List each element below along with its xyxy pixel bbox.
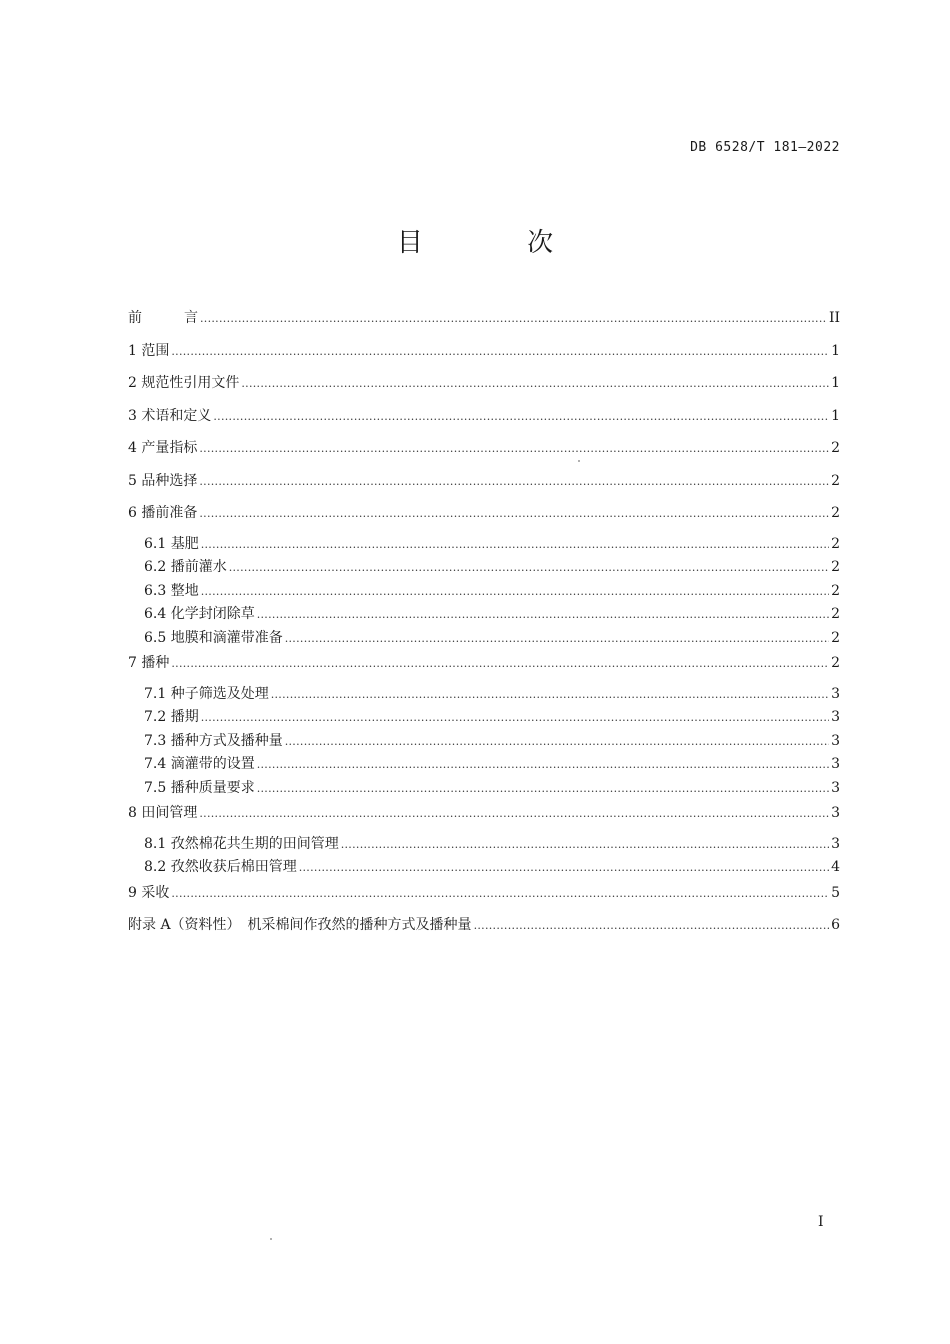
toc-entry[interactable] bbox=[128, 404, 840, 437]
toc-entry-label: 8.1 孜然棉花共生期的田间管理 bbox=[144, 835, 339, 852]
leader-dots bbox=[201, 535, 829, 555]
toc-entry-page: 1 bbox=[831, 342, 840, 359]
leader-dots bbox=[171, 342, 829, 362]
toc-entry-label: 7.2 播期 bbox=[144, 709, 199, 725]
leader-dots bbox=[199, 472, 829, 492]
leader-dots bbox=[257, 755, 829, 775]
toc-entry-label: 4 产量指标 bbox=[128, 440, 198, 456]
toc-entry-label: 5 品种选择 bbox=[128, 472, 198, 489]
toc-entry-label: 3 术语和定义 bbox=[128, 407, 212, 424]
toc-subentry[interactable] bbox=[128, 707, 840, 731]
toc-entry-label: 7 播种 bbox=[128, 655, 170, 671]
toc-entry-label: 8.2 孜然收获后棉田管理 bbox=[144, 859, 297, 875]
toc-entry-page: 3 bbox=[831, 685, 840, 702]
toc-entry-label: 1 范围 bbox=[128, 342, 170, 359]
leader-dots bbox=[199, 504, 829, 524]
toc-entry[interactable] bbox=[128, 306, 840, 339]
toc-subentry[interactable] bbox=[128, 581, 840, 605]
toc-entry[interactable] bbox=[128, 801, 840, 834]
toc-entry-page: 2 bbox=[831, 655, 840, 671]
toc-entry[interactable] bbox=[128, 881, 840, 914]
page-number: I bbox=[818, 1214, 824, 1230]
page-title: 目 次 bbox=[396, 228, 602, 258]
leader-dots bbox=[199, 439, 829, 459]
toc-entry-label: 8 田间管理 bbox=[128, 805, 198, 821]
toc-entry-label: 7.3 播种方式及播种量 bbox=[144, 732, 283, 749]
toc-entry-label: 7.5 播种质量要求 bbox=[144, 779, 255, 796]
toc-subentry[interactable] bbox=[128, 778, 840, 802]
toc-subentry[interactable] bbox=[128, 857, 840, 881]
toc-subentry[interactable] bbox=[128, 534, 840, 558]
leader-dots bbox=[201, 582, 829, 602]
toc-subentry[interactable] bbox=[128, 604, 840, 628]
toc-entry-page: 4 bbox=[831, 859, 840, 875]
toc-entry-page: 5 bbox=[831, 884, 840, 901]
toc-entry[interactable] bbox=[128, 469, 840, 502]
toc-entry-page: 1 bbox=[831, 407, 840, 424]
leader-dots bbox=[341, 835, 829, 855]
toc-entry-page: 2 bbox=[831, 505, 840, 521]
toc-entry-label: 6.3 整地 bbox=[144, 582, 199, 599]
toc-entry-page: 2 bbox=[831, 559, 840, 575]
toc-entry-page: 6 bbox=[831, 917, 840, 933]
leader-dots bbox=[200, 309, 827, 329]
leader-dots bbox=[257, 779, 829, 799]
leader-dots bbox=[213, 407, 829, 427]
toc-entry-label: 附录 A（资料性） 机采棉间作孜然的播种方式及播种量 bbox=[128, 917, 472, 933]
leader-dots bbox=[229, 558, 829, 578]
toc-entry-page: 3 bbox=[831, 779, 840, 796]
toc-entry-page: 2 bbox=[831, 606, 840, 622]
toc-entry-page: 3 bbox=[831, 756, 840, 772]
table-of-contents bbox=[128, 306, 840, 946]
toc-entry-label: 6.1 基肥 bbox=[144, 535, 199, 552]
toc-entry[interactable] bbox=[128, 501, 840, 534]
toc-entry-page: 3 bbox=[831, 805, 840, 821]
toc-entry-label: 7.1 种子筛选及处理 bbox=[144, 685, 269, 702]
toc-entry-label: 6.2 播前灌水 bbox=[144, 559, 227, 575]
leader-dots bbox=[285, 629, 829, 649]
leader-dots bbox=[171, 654, 829, 674]
toc-entry-page: 2 bbox=[831, 582, 840, 599]
toc-entry-page: 2 bbox=[831, 535, 840, 552]
toc-entry-page: 2 bbox=[831, 629, 840, 646]
toc-subentry[interactable] bbox=[128, 557, 840, 581]
toc-entry-label: 6.5 地膜和滴灌带准备 bbox=[144, 629, 283, 646]
leader-dots bbox=[299, 858, 829, 878]
document-code: DB 6528/T 181—2022 bbox=[690, 140, 840, 155]
toc-subentry[interactable] bbox=[128, 834, 840, 858]
leader-dots bbox=[474, 916, 830, 936]
toc-subentry[interactable] bbox=[128, 731, 840, 755]
toc-entry-label: 7.4 滴灌带的设置 bbox=[144, 756, 255, 772]
toc-entry[interactable] bbox=[128, 651, 840, 684]
toc-entry[interactable] bbox=[128, 371, 840, 404]
toc-entry-label: 6 播前准备 bbox=[128, 505, 198, 521]
scan-speck bbox=[578, 460, 580, 462]
toc-entry-label: 9 采收 bbox=[128, 884, 170, 901]
toc-entry-page: II bbox=[828, 310, 840, 326]
toc-entry-page: 3 bbox=[831, 709, 840, 725]
leader-dots bbox=[171, 884, 829, 904]
leader-dots bbox=[285, 732, 829, 752]
scan-speck bbox=[270, 1238, 272, 1240]
toc-entry-label: 6.4 化学封闭除草 bbox=[144, 606, 255, 622]
toc-subentry[interactable] bbox=[128, 684, 840, 708]
toc-entry-page: 3 bbox=[831, 732, 840, 749]
toc-entry-label: 2 规范性引用文件 bbox=[128, 375, 240, 391]
leader-dots bbox=[271, 685, 829, 705]
toc-entry[interactable] bbox=[128, 436, 840, 469]
leader-dots bbox=[257, 605, 829, 625]
toc-subentry[interactable] bbox=[128, 628, 840, 652]
toc-entry[interactable] bbox=[128, 913, 840, 946]
leader-dots bbox=[241, 374, 829, 394]
toc-entry-page: 2 bbox=[831, 440, 840, 456]
toc-entry-label: 前 言 bbox=[128, 310, 198, 326]
toc-entry[interactable] bbox=[128, 339, 840, 372]
toc-entry-page: 2 bbox=[831, 472, 840, 489]
toc-entry-page: 3 bbox=[831, 835, 840, 852]
toc-entry-page: 1 bbox=[831, 375, 840, 391]
leader-dots bbox=[201, 708, 829, 728]
toc-subentry[interactable] bbox=[128, 754, 840, 778]
leader-dots bbox=[199, 804, 829, 824]
